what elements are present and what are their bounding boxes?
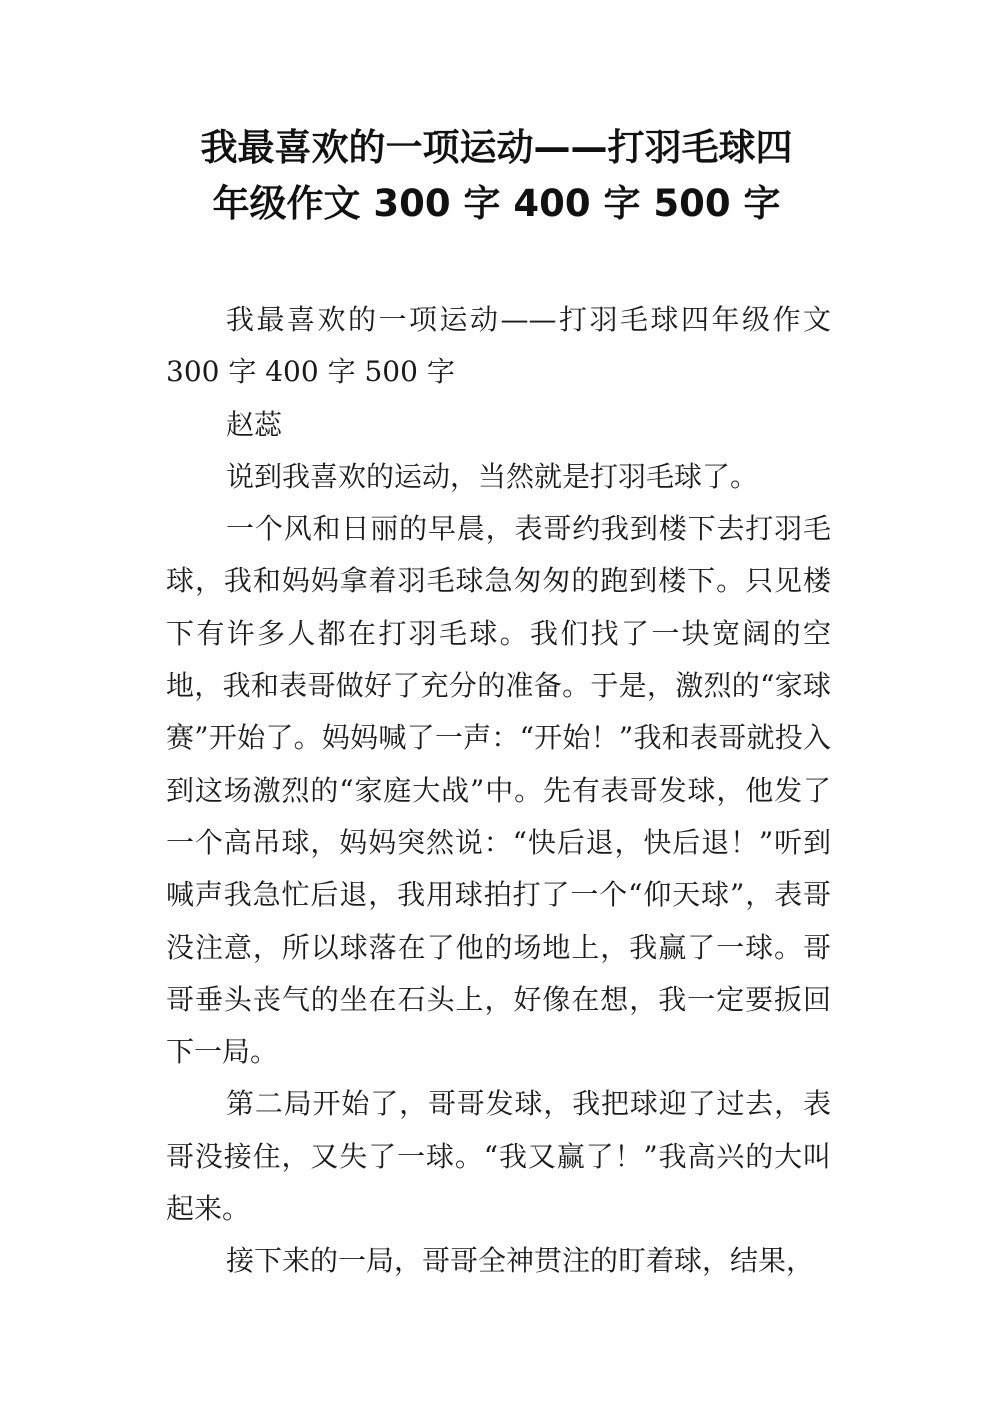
body-paragraph: 说到我喜欢的运动，当然就是打羽毛球了。 bbox=[226, 459, 759, 493]
title-line-1: 我最喜欢的一项运动——打羽毛球四 bbox=[200, 126, 793, 169]
body-paragraph: 一个风和日丽的早晨，表哥约我到楼下去打羽毛球，我和妈妈拿着羽毛球急匆匆的跑到楼下。只见楼下有许多人都在打羽毛球。我们找了一块宽阔的空地，我和表哥做好了充分的准备。于是，激烈的“家球赛”开始了。妈妈喊了一声：“开始！”我和表哥就投入到这场激烈的“家庭大战”中。先有表哥发球，他发了一个高吊球，妈妈突然说：“快后退，快后退！”听到喊声我急忙后退，我用球拍打了一个“仰天球”，表哥没注意，所以球落在了他的场地上，我赢了一球。哥哥垂头丧气的坐在石头上，好像在想，我一定要扳回下一局。 bbox=[166, 512, 831, 1069]
article-body bbox=[166, 294, 831, 1288]
page-title bbox=[150, 120, 843, 232]
article-subtitle: 我最喜欢的一项运动——打羽毛球四年级作文 300 字 400 字 500 字 bbox=[166, 303, 831, 389]
body-paragraph: 第二局开始了，哥哥发球，我把球迎了过去，表哥没接住，又失了一球。“我又赢了！”我高兴的大叫起来。 bbox=[166, 1087, 831, 1226]
title-line-2: 年级作文 300 字 400 字 500 字 bbox=[212, 182, 781, 225]
author-name: 赵蕊 bbox=[226, 407, 283, 441]
body-paragraph: 接下来的一局，哥哥全神贯注的盯着球，结果， bbox=[226, 1244, 815, 1278]
